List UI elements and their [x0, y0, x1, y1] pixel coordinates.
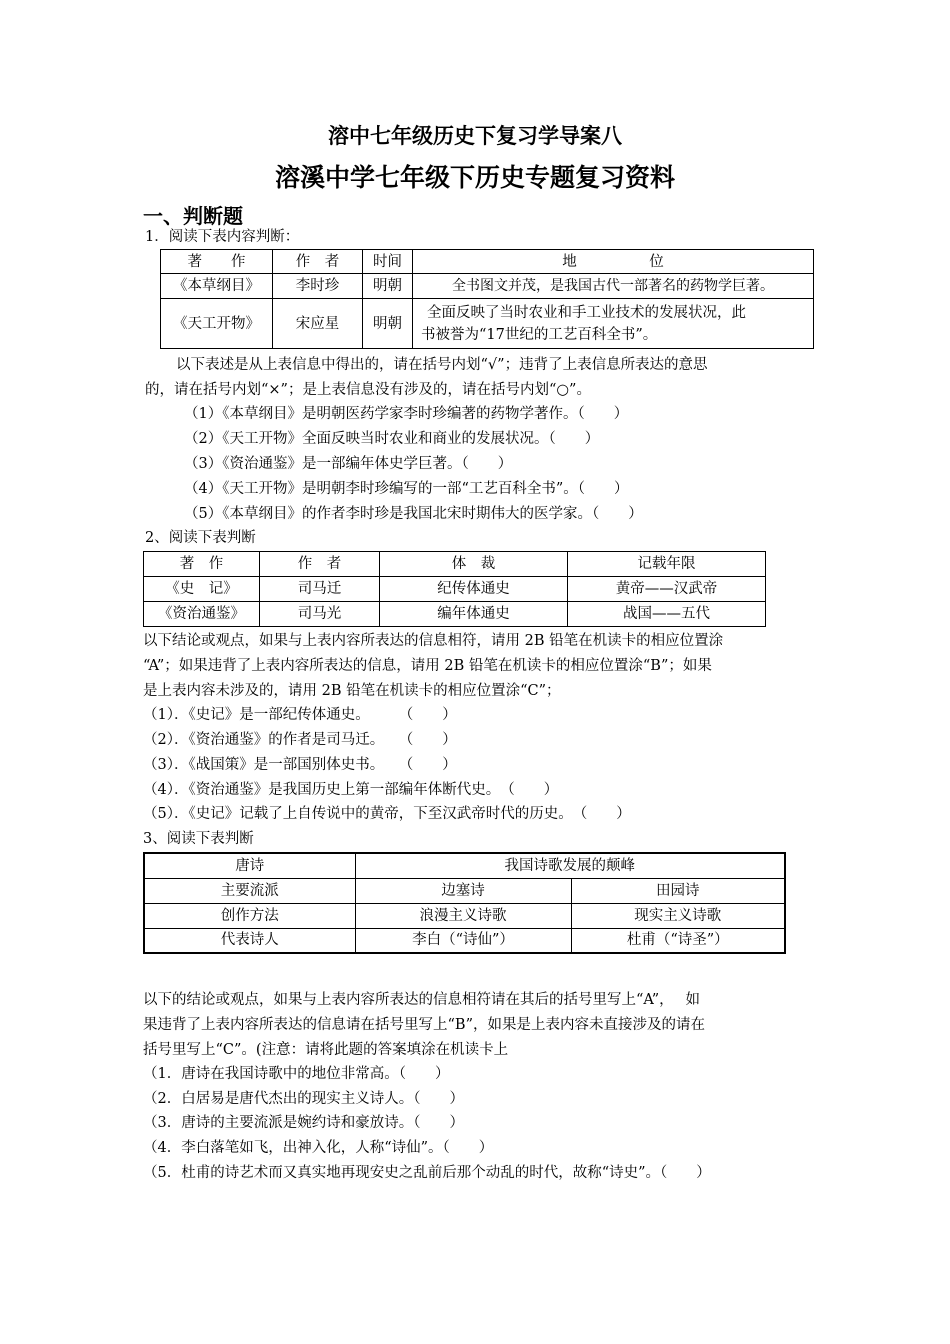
- table-cell: 创作方法: [144, 903, 355, 928]
- q3-item: （5．杜甫的诗艺术而又真实地再现安史之乱前后那个动乱的时代，故称“诗史”。（ ）: [143, 1165, 711, 1181]
- q2-item: （1）．《史记》是一部纪传体通史。 （ ）: [143, 707, 457, 723]
- table-cell: 李时珍: [273, 274, 363, 299]
- q3-instruction: 括号里写上“C”。(注意：请将此题的答案填涂在机读卡上: [143, 1042, 509, 1058]
- table-cell: 边塞诗: [355, 878, 571, 903]
- q3-table: [143, 852, 786, 954]
- q2-item: （4）．《资治通鉴》是我国历史上第一部编年体断代史。 （ ）: [143, 782, 559, 798]
- q3-item: （1．唐诗在我国诗歌中的地位非常高。（ ）: [143, 1066, 450, 1082]
- table-cell: 唐诗: [144, 853, 355, 878]
- q1-item: （5）《本草纲目》的作者李时珍是我国北宋时期伟大的医学家。（ ）: [184, 506, 643, 522]
- q1-table: [160, 249, 814, 349]
- table-header-row: [144, 552, 766, 577]
- table-cell: 杜甫（“诗圣”）: [571, 928, 785, 953]
- q1-instruction: 以下表述是从上表信息中得出的，请在括号内划“√”；违背了上表信息所表达的意思: [176, 357, 708, 373]
- table-cell: 田园诗: [571, 878, 785, 903]
- table-header: 记载年限: [568, 552, 766, 577]
- section-heading: 一、判断题: [143, 204, 243, 228]
- table-cell: 司马光: [260, 602, 380, 627]
- table-cell: 编年体通史: [380, 602, 568, 627]
- table-header: 地 位: [413, 250, 814, 274]
- q2-instruction: 是上表内容未涉及的，请用 2B 铅笔在机读卡的相应位置涂“C”；: [143, 683, 561, 699]
- table-header: 时间: [363, 250, 413, 274]
- table-row: [161, 299, 814, 349]
- table-cell: 宋应星: [273, 299, 363, 349]
- q3-instruction: 果违背了上表内容所表达的信息请在括号里写上“B”，如果是上表内容未直接涉及的请在: [143, 1017, 705, 1033]
- q1-instruction: 的，请在括号内划“×”；是上表信息没有涉及的，请在括号内划“○”。: [145, 382, 591, 398]
- q3-item: （2．白居易是唐代杰出的现实主义诗人。（ ）: [143, 1091, 464, 1107]
- q3-item: （3．唐诗的主要流派是婉约诗和豪放诗。（ ）: [143, 1115, 464, 1131]
- table-row: [161, 274, 814, 299]
- table-row: [144, 878, 785, 903]
- q2-item: （3）．《战国策》是一部国别体史书。 （ ）: [143, 757, 457, 773]
- table-cell: 《本草纲目》: [161, 274, 273, 299]
- q2-item: （2）．《资治通鉴》的作者是司马迁。 （ ）: [143, 732, 457, 748]
- table-header: 著 作: [161, 250, 273, 274]
- table-cell: 主要流派: [144, 878, 355, 903]
- table-cell: [413, 299, 814, 349]
- document-subtitle: 溶中七年级历史下复习学导案八: [328, 123, 622, 148]
- document-title: 溶溪中学七年级下历史专题复习资料: [274, 163, 675, 192]
- table-cell: 明朝: [363, 299, 413, 349]
- table-row: [144, 903, 785, 928]
- table-cell: 《天工开物》: [161, 299, 273, 349]
- table-row: [144, 853, 785, 878]
- table-cell: 司马迁: [260, 577, 380, 602]
- table-cell: 黄帝——汉武帝: [568, 577, 766, 602]
- q1-item: （4）《天工开物》是明朝李时珍编写的一部“工艺百科全书”。（ ）: [184, 481, 629, 497]
- q2-instruction: 以下结论或观点，如果与上表内容所表达的信息相符，请用 2B 铅笔在机读卡的相应位置涂: [143, 633, 724, 649]
- table-cell: 浪漫主义诗歌: [355, 903, 571, 928]
- table-row: [144, 602, 766, 627]
- q1-item: （1）《本草纲目》是明朝医药学家李时珍编著的药物学著作。（ ）: [184, 406, 629, 422]
- table-row: [144, 577, 766, 602]
- q3-instruction: 以下的结论或观点，如果与上表内容所表达的信息相符请在其后的括号里写上“A”， 如: [143, 992, 701, 1008]
- q3-item: （4．李白落笔如飞，出神入化，人称“诗仙”。（ ）: [143, 1140, 494, 1156]
- q2-instruction: “A”；如果违背了上表内容所表达的信息，请用 2B 铅笔在机读卡的相应位置涂“B”；如果: [143, 658, 712, 674]
- table-cell: 纪传体通史: [380, 577, 568, 602]
- q1-prompt: 1．阅读下表内容判断：: [145, 229, 300, 245]
- table-cell: 《史 记》: [144, 577, 260, 602]
- cell-line: 全面反映了当时农业和手工业技术的发展状况，此: [427, 304, 746, 321]
- q1-item: （2）《天工开物》全面反映当时农业和商业的发展状况。（ ）: [184, 431, 600, 447]
- table-cell: 明朝: [363, 274, 413, 299]
- table-cell: 战国——五代: [568, 602, 766, 627]
- q3-prompt: 3、阅读下表判断: [143, 831, 254, 847]
- table-header: 体 裁: [380, 552, 568, 577]
- table-header: 作 者: [260, 552, 380, 577]
- table-cell: 李白（“诗仙”）: [355, 928, 571, 953]
- table-cell: 《资治通鉴》: [144, 602, 260, 627]
- q2-item: （5）．《史记》记载了上自传说中的黄帝，下至汉武帝时代的历史。 （ ）: [143, 806, 631, 822]
- table-cell: 现实主义诗歌: [571, 903, 785, 928]
- table-row: [144, 928, 785, 953]
- table-cell: 代表诗人: [144, 928, 355, 953]
- q2-table: [143, 551, 766, 627]
- table-header: 著 作: [144, 552, 260, 577]
- table-cell: 我国诗歌发展的颠峰: [355, 853, 785, 878]
- table-header: 作 者: [273, 250, 363, 274]
- table-cell: 全书图文并茂，是我国古代一部著名的药物学巨著。: [413, 274, 814, 299]
- q1-item: （3）《资治通鉴》是一部编年体史学巨著。（ ）: [184, 456, 513, 472]
- table-header-row: [161, 250, 814, 274]
- cell-line: 书被誉为“17世纪的工艺百科全书”。: [421, 326, 658, 343]
- q2-prompt: 2、阅读下表判断: [145, 530, 256, 546]
